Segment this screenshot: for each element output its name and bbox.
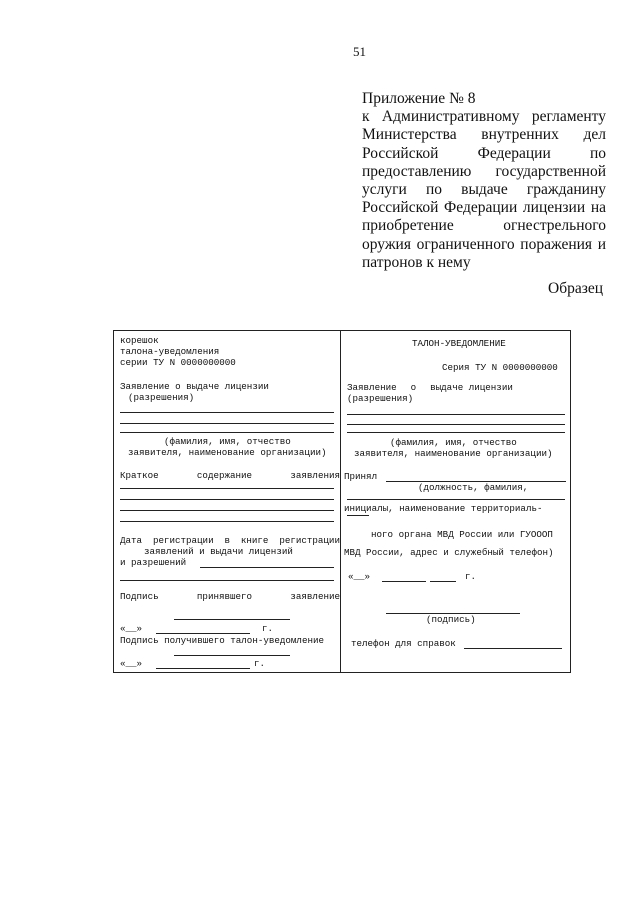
- stub-summary-label: Краткое содержание заявления: [120, 470, 340, 481]
- stub-blank-line: [120, 510, 334, 511]
- appendix-header: [362, 90, 606, 272]
- notice-blank-line: [347, 414, 565, 415]
- notice-date: «__»: [348, 571, 371, 582]
- notice-blank-line: [464, 648, 562, 649]
- appendix-line: Российской Федерации по: [362, 144, 606, 162]
- notice-position-caption: (должность, фамилия,: [418, 482, 529, 493]
- stub-header: корешок: [120, 335, 159, 346]
- notice-blank-line: [347, 499, 565, 500]
- notice-title: ТАЛОН-УВЕДОМЛЕНИЕ: [412, 338, 506, 349]
- stub-applicant-caption: заявителя, наименование организации): [128, 447, 327, 458]
- notice-accepted-label: Принял: [344, 471, 378, 482]
- appendix-line: Министерства внутренних дел: [362, 126, 606, 144]
- notice-blank-line: [347, 424, 565, 425]
- notice-year-suffix: г.: [465, 571, 477, 582]
- notice-blank-line: [347, 515, 369, 516]
- stub-date: «__»: [120, 623, 143, 634]
- notice-form: [113, 330, 571, 673]
- stub-blank-line: [200, 567, 334, 568]
- appendix-line: Российской Федерации лицензии на: [362, 199, 606, 217]
- stub-application-permit: (разрешения): [128, 392, 195, 403]
- stub-registration-label: заявлений и выдачи лицензий: [144, 546, 293, 557]
- notice-address-caption: МВД России, адрес и служебный телефон): [344, 547, 554, 558]
- stub-date: «__»: [120, 658, 143, 669]
- sample-label: Образец: [548, 280, 604, 297]
- stub-blank-line: [120, 580, 334, 581]
- notice-applicant-caption: (фамилия, имя, отчество: [390, 437, 517, 448]
- stub-registration-label: Дата регистрации в книге регистрации: [120, 535, 340, 546]
- page-number: 51: [353, 44, 366, 59]
- notice-blank-line: [382, 581, 426, 582]
- stub-series: серии ТУ N 0000000000: [120, 357, 236, 368]
- stub-blank-line: [156, 633, 250, 634]
- notice-applicant-caption: заявителя, наименование организации): [354, 448, 553, 459]
- stub-blank-line: [174, 619, 290, 620]
- stub-blank-line: [120, 488, 334, 489]
- form-divider: [340, 331, 341, 672]
- appendix-title: Приложение № 8: [362, 90, 476, 107]
- stub-blank-line: [120, 432, 334, 433]
- stub-signature-label: Подпись принявшего заявление: [120, 591, 340, 602]
- notice-blank-line: [430, 581, 456, 582]
- stub-blank-line: [120, 521, 334, 522]
- appendix-line: предоставлению государственной: [362, 162, 606, 180]
- notice-blank-line: [347, 432, 565, 433]
- stub-applicant-caption: (фамилия, имя, отчество: [164, 436, 291, 447]
- appendix-line: услуги по выдаче гражданину: [362, 181, 606, 199]
- stub-registration-label: и разрешений: [120, 557, 187, 568]
- stub-application: Заявление о выдаче лицензии: [120, 381, 269, 392]
- stub-blank-line: [174, 655, 290, 656]
- notice-phone-label: телефон для справок: [351, 638, 456, 649]
- notice-organ-caption: ного органа МВД России или ГУОООП: [371, 529, 553, 540]
- stub-blank-line: [120, 412, 334, 413]
- stub-blank-line: [156, 668, 250, 669]
- appendix-line: оружия ограниченного поражения и: [362, 235, 606, 253]
- notice-signature-caption: (подпись): [426, 614, 476, 625]
- stub-blank-line: [120, 423, 334, 424]
- stub-blank-line: [120, 499, 334, 500]
- stub-year-suffix: г.: [254, 658, 266, 669]
- notice-series: Серия ТУ N 0000000000: [442, 362, 558, 373]
- notice-initials-caption: инициалы, наименование территориаль-: [344, 503, 543, 514]
- stub-recipient-signature: Подпись получившего талон-уведомление: [120, 635, 324, 646]
- appendix-line: приобретение огнестрельного: [362, 217, 606, 235]
- notice-application-permit: (разрешения): [347, 393, 414, 404]
- appendix-line: патронов к нему: [362, 253, 471, 271]
- notice-application: Заявление о выдаче лицензии: [347, 382, 513, 393]
- appendix-line: к Административному регламенту: [362, 108, 606, 126]
- stub-year-suffix: г.: [262, 623, 274, 634]
- stub-header-sub: талона-уведомления: [120, 346, 220, 357]
